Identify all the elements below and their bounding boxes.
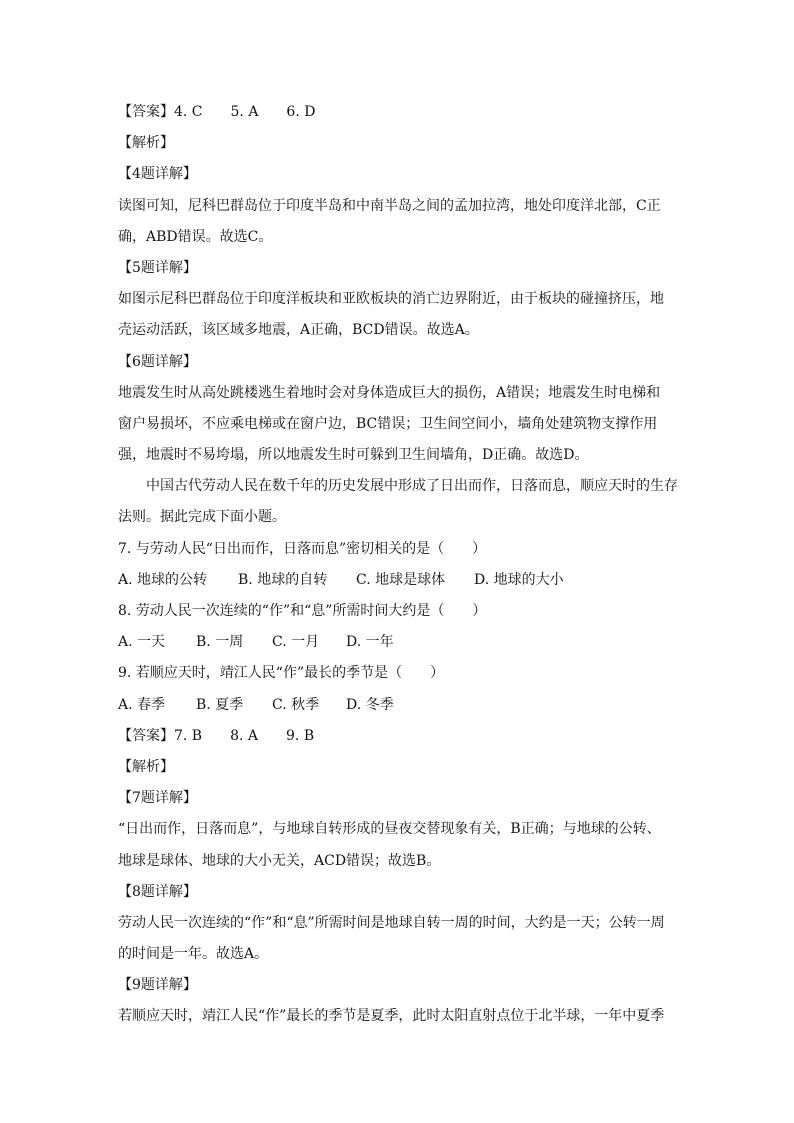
q9-option-c: C. 秋季	[272, 696, 320, 713]
q7-option-b: B. 地球的自转	[238, 571, 328, 588]
q7-option-d: D. 地球的大小	[474, 571, 564, 588]
answer-line-4-6: 【答案】4. C 5. A 6. D	[118, 104, 316, 120]
q9-stem: 9. 若顺应天时，靖江人民“作”最长的季节是（ ）	[118, 665, 445, 682]
q7-option-c: C. 地球是球体	[356, 571, 446, 588]
q9-explanation-line: 若顺应天时，靖江人民“作”最长的季节是夏季，此时太阳直射点位于北半球，一年中夏季	[118, 1008, 665, 1025]
analysis-heading: 【解析】	[118, 135, 174, 152]
q9-options	[118, 690, 678, 721]
q8-option-c: C. 一月	[272, 634, 320, 651]
q7-detail-heading: 【7题详解】	[118, 790, 197, 807]
q6-explanation-line: 强，地震时不易垮塌，所以地震发生时可躲到卫生间墙角，D正确。故选D。	[118, 447, 589, 464]
passage-intro-line: 中国古代劳动人民在数千年的历史发展中形成了日出而作，日落而息，顺应天时的生存	[146, 478, 678, 495]
q7-explanation-line: 地球是球体、地球的大小无关，ACD错误；故选B。	[118, 852, 441, 869]
analysis-heading: 【解析】	[118, 758, 174, 775]
q8-option-b: B. 一周	[196, 634, 244, 651]
q9-detail-heading: 【9题详解】	[118, 977, 197, 994]
q8-explanation-line: 的时间是一年。故选A。	[118, 946, 269, 963]
q7-options	[118, 565, 678, 596]
q8-explanation-line: 劳动人民一次连续的“作”和“息”所需时间是地球自转一周的时间，大约是一天；公转一周	[118, 914, 665, 931]
q8-options	[118, 627, 678, 658]
q5-explanation-line: 如图示尼科巴群岛位于印度洋板块和亚欧板块的消亡边界附近，由于板块的碰撞挤压，地	[118, 291, 664, 308]
q4-detail-heading: 【4题详解】	[118, 166, 197, 183]
q8-option-a: A. 一天	[118, 634, 166, 651]
answer-line-7-9: 【答案】7. B 8. A 9. B	[118, 727, 315, 744]
q9-option-d: D. 冬季	[346, 696, 394, 713]
passage-intro-line: 法则。据此完成下面小题。	[118, 509, 286, 526]
q4-explanation-line: 确，ABD错误。故选C。	[118, 228, 273, 245]
q7-explanation-line: “日出而作，日落而息”，与地球自转形成的昼夜交替现象有关，B正确；与地球的公转、	[118, 821, 661, 838]
q8-detail-heading: 【8题详解】	[118, 883, 197, 900]
q8-stem: 8. 劳动人民一次连续的“作”和“息”所需时间大约是（ ）	[118, 603, 487, 619]
document-page	[118, 97, 678, 1033]
q9-option-a: A. 春季	[118, 696, 166, 713]
q5-detail-heading: 【5题详解】	[118, 259, 197, 276]
q6-explanation-line: 地震发生时从高处跳楼逃生着地时会对身体造成巨大的损伤，A错误；地震发生时电梯和	[118, 384, 661, 401]
q4-explanation-line: 读图可知，尼科巴群岛位于印度半岛和中南半岛之间的孟加拉湾，地处印度洋北部，C正	[118, 197, 661, 214]
q8-option-d: D. 一年	[346, 634, 394, 651]
q7-option-a: A. 地球的公转	[118, 571, 208, 588]
q5-explanation-line: 壳运动活跃，该区域多地震，A正确，BCD错误。故选A。	[118, 322, 479, 339]
q6-explanation-line: 窗户易损坏，不应乘电梯或在窗户边，BC错误；卫生间空间小，墙角处建筑物支撑作用	[118, 415, 658, 432]
q9-option-b: B. 夏季	[196, 696, 244, 713]
q7-stem: 7. 与劳动人民“日出而作，日落而息”密切相关的是（ ）	[118, 540, 487, 557]
q6-detail-heading: 【6题详解】	[118, 353, 197, 370]
